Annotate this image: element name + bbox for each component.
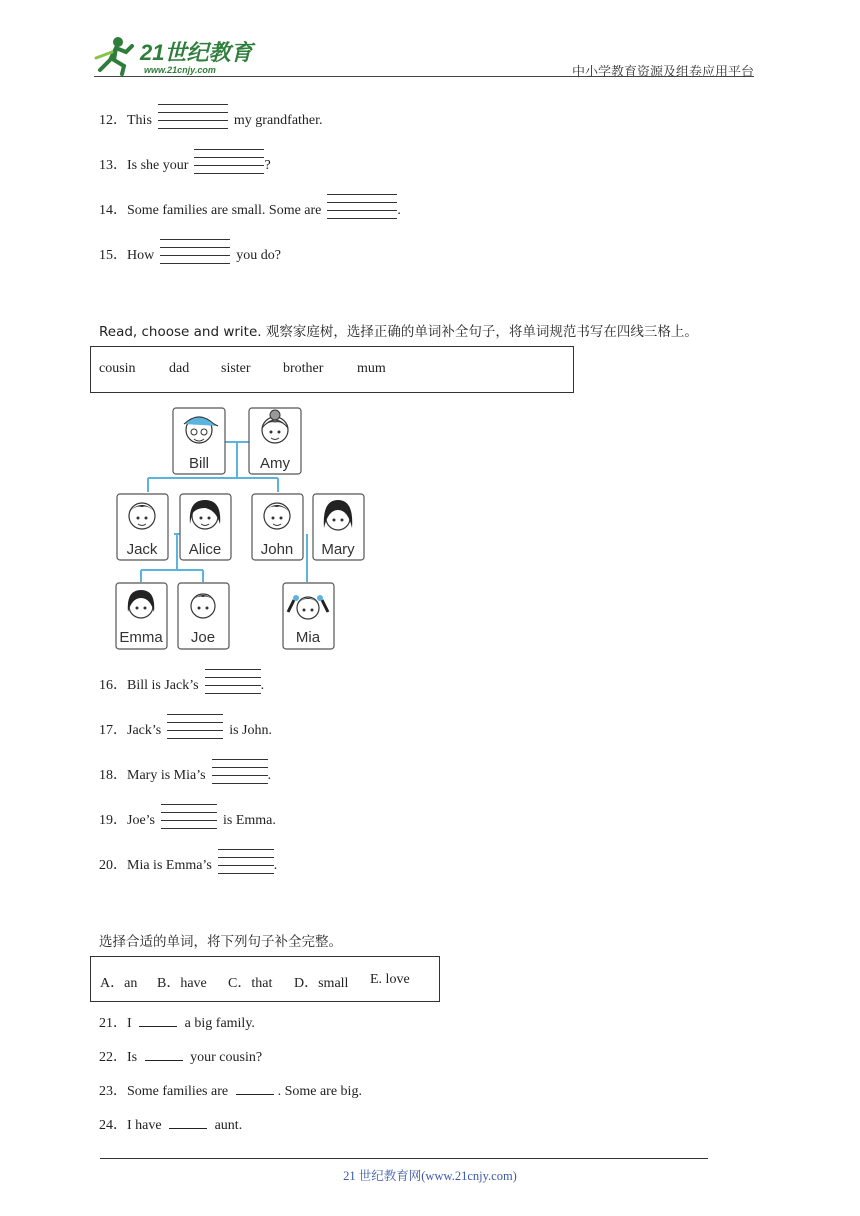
question-text-before: This xyxy=(127,113,152,129)
question-15 xyxy=(99,243,281,269)
four-line-answer-field[interactable] xyxy=(158,104,228,130)
person-card-mary xyxy=(313,494,364,560)
person-card-joe xyxy=(178,583,229,649)
question-number: 23． xyxy=(99,1084,127,1099)
question-text-before: Joe’s xyxy=(127,813,155,829)
person-name: Alice xyxy=(188,541,222,558)
question-19 xyxy=(99,808,276,834)
question-number: 21． xyxy=(99,1016,127,1031)
question-16 xyxy=(99,673,264,699)
question-text-after: is John. xyxy=(229,723,273,739)
footer-link[interactable]: 21 世纪教育网(www.21cnjy.com) xyxy=(343,1169,517,1183)
four-line-answer-field[interactable] xyxy=(161,804,217,830)
person-name: Mia xyxy=(295,629,321,646)
question-number: 12． xyxy=(99,113,127,129)
question-text-before: How xyxy=(127,248,155,264)
option-item: C．that xyxy=(228,976,273,991)
person-name: Joe xyxy=(190,629,216,646)
person-card-amy xyxy=(249,408,301,474)
header-divider xyxy=(94,76,754,77)
question-text-before: Mia is Emma’s xyxy=(127,858,212,874)
question-17 xyxy=(99,718,272,744)
word-bank-item: sister xyxy=(221,361,251,376)
logo-title: 21世纪教育 xyxy=(140,40,253,65)
question-text-before: Some families are xyxy=(127,1084,229,1099)
answer-blank[interactable] xyxy=(139,1012,177,1027)
logo-url: www.21cnjy.com xyxy=(144,65,216,75)
question-text-after: is Emma. xyxy=(223,813,276,829)
question-number: 16． xyxy=(99,678,127,694)
question-text-before: Is she your xyxy=(127,158,189,174)
question-text-after: ? xyxy=(264,158,271,174)
option-item: A．an xyxy=(100,976,138,991)
four-line-answer-field[interactable] xyxy=(212,759,268,785)
question-18 xyxy=(99,763,271,789)
question-13 xyxy=(99,153,271,179)
question-number: 17． xyxy=(99,723,127,739)
four-line-answer-field[interactable] xyxy=(167,714,223,740)
person-name: Jack xyxy=(126,541,158,558)
question-number: 19． xyxy=(99,813,127,829)
site-logo xyxy=(94,34,264,78)
question-text-after: . xyxy=(273,858,278,874)
question-text-before: I xyxy=(127,1016,132,1031)
question-22 xyxy=(99,1046,262,1066)
word-bank-item: brother xyxy=(283,361,324,376)
question-text-after: aunt. xyxy=(214,1118,243,1133)
header-tagline: 中小学教育资源及组卷应用平台 xyxy=(571,65,754,80)
answer-blank[interactable] xyxy=(145,1046,183,1061)
person-card-john xyxy=(252,494,303,560)
option-item: E. love xyxy=(370,972,410,987)
question-text-after: . xyxy=(260,678,265,694)
person-card-bill xyxy=(173,408,225,474)
question-text-before: Jack’s xyxy=(127,723,162,739)
four-line-answer-field[interactable] xyxy=(194,149,264,175)
question-number: 15． xyxy=(99,248,127,264)
option-item: B．have xyxy=(157,976,207,991)
four-line-answer-field[interactable] xyxy=(218,849,274,875)
person-name: Mary xyxy=(321,541,355,558)
person-card-alice xyxy=(180,494,231,560)
question-text-after: you do? xyxy=(236,248,281,264)
word-bank-item: dad xyxy=(169,361,190,376)
question-20 xyxy=(99,853,277,879)
person-name: John xyxy=(260,541,294,558)
question-text-after: . Some are big. xyxy=(277,1084,362,1099)
four-line-answer-field[interactable] xyxy=(160,239,230,265)
answer-blank[interactable] xyxy=(236,1080,274,1095)
question-number: 22． xyxy=(99,1050,127,1065)
question-number: 24． xyxy=(99,1118,127,1133)
person-card-emma xyxy=(116,583,167,649)
options-box xyxy=(90,956,440,1002)
section-instruction: Read, choose and write. 观察家庭树，选择正确的单词补全句子，将单词规范书写在四线三格上。 xyxy=(99,324,698,340)
question-23 xyxy=(99,1080,362,1100)
question-24 xyxy=(99,1114,242,1134)
question-text-after: . xyxy=(397,203,401,219)
question-text-before: Is xyxy=(127,1050,138,1065)
option-item: D．small xyxy=(294,976,349,991)
person-card-mia xyxy=(283,583,334,649)
question-text-after: my grandfather. xyxy=(233,113,323,129)
question-text-before: I have xyxy=(127,1118,162,1133)
question-text-before: Some families are small. Some are xyxy=(127,203,322,219)
question-text-after: your cousin? xyxy=(190,1050,263,1065)
person-name: Bill xyxy=(188,455,210,472)
question-text-after: . xyxy=(267,768,272,784)
family-tree xyxy=(110,402,372,659)
question-number: 14． xyxy=(99,203,127,219)
footer-divider xyxy=(100,1158,708,1159)
four-line-answer-field[interactable] xyxy=(327,194,397,220)
question-21 xyxy=(99,1012,255,1032)
question-text-after: a big family. xyxy=(184,1016,255,1031)
question-number: 13． xyxy=(99,158,127,174)
person-card-jack xyxy=(117,494,168,560)
word-bank-item: mum xyxy=(357,361,386,376)
answer-blank[interactable] xyxy=(169,1114,207,1129)
question-14 xyxy=(99,198,401,224)
question-12 xyxy=(99,108,323,134)
person-name: Amy xyxy=(260,455,290,472)
person-name: Emma xyxy=(119,629,163,646)
word-bank-item: cousin xyxy=(99,361,136,376)
four-line-answer-field[interactable] xyxy=(205,669,261,695)
runner-icon xyxy=(96,37,132,74)
question-number: 18． xyxy=(99,768,127,784)
section-instruction: 选择合适的单词，将下列句子补全完整。 xyxy=(99,934,342,950)
question-text-before: Bill is Jack’s xyxy=(127,678,199,694)
word-bank-box xyxy=(90,346,574,393)
question-text-before: Mary is Mia’s xyxy=(127,768,206,784)
question-number: 20． xyxy=(99,858,127,874)
